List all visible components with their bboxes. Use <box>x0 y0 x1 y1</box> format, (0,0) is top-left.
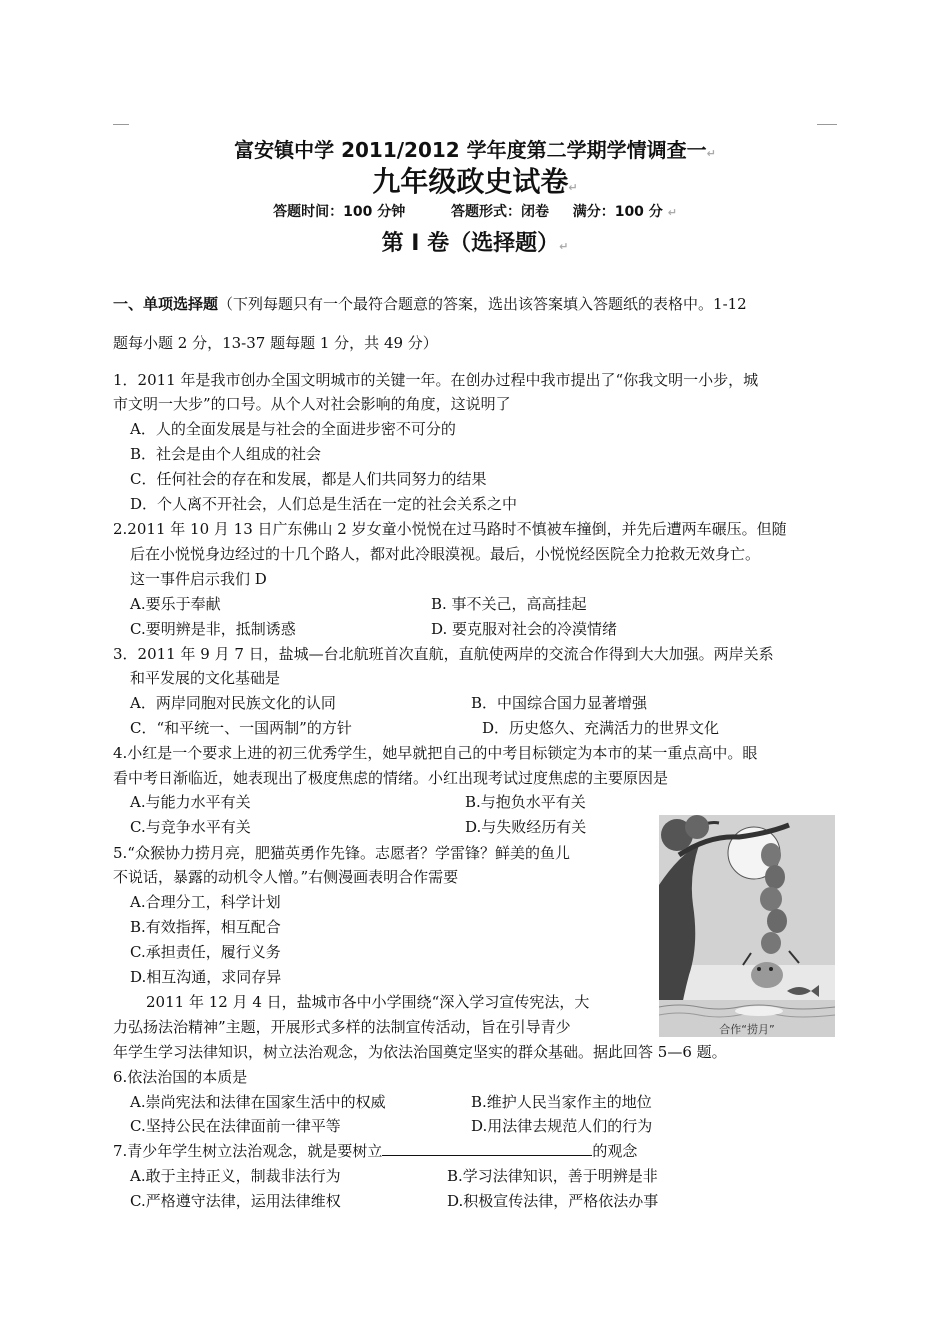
school-title: 富安镇中学 2011/2012 学年度第二学期学情调查一↵ <box>234 138 716 162</box>
q5-option-c: C.承担责任，履行义务 <box>130 943 281 961</box>
q2-stem-line2: 后在小悦悦身边经过的十几个路人，都对此冷眼漠视。最后，小悦悦经医院全力抢救无效身亡。 <box>130 545 761 563</box>
q3-option-b: B．中国综合国力显著增强 <box>471 694 648 712</box>
exam-score: 满分：100 分 <box>572 204 663 220</box>
q6-stem: 6.依法治国的本质是 <box>113 1068 248 1086</box>
q4-option-d: D.与失败经历有关 <box>465 818 587 836</box>
section-instruction: （下列每题只有一个最符合题意的答案，选出该答案填入答题纸的表格中。1-12 <box>218 295 747 313</box>
q2-option-c: C.要明辨是非，抵制诱惑 <box>130 620 296 638</box>
q4-option-a: A.与能力水平有关 <box>130 793 251 811</box>
q5-stem-line2: 不说话，暴露的动机令人憎。”右侧漫画表明合作需要 <box>113 868 459 886</box>
q3-stem-line2: 和平发展的文化基础是 <box>130 669 281 687</box>
q7-option-a: A.敢于主持正义，制裁非法行为 <box>130 1167 341 1185</box>
q1-option-a: A．人的全面发展是与社会的全面进步密不可分的 <box>130 420 456 438</box>
passage-line3: 年学生学习法律知识，树立法治观念，为依法治国奠定坚实的群众基础。据此回答 5—6 题。 <box>113 1043 727 1061</box>
volume-title: 第 I 卷（选择题）↵ <box>381 231 569 256</box>
q2-option-d: D. 要克服对社会的冷漠情绪 <box>431 620 618 638</box>
q7-option-b: B.学习法律知识，善于明辨是非 <box>447 1167 658 1185</box>
q7-option-c: C.严格遵守法律，运用法律维权 <box>130 1192 341 1210</box>
q7-stem-post: 的观念 <box>592 1142 638 1160</box>
cooperation-cartoon-image <box>659 815 835 1037</box>
q6-option-b: B.维护人民当家作主的地位 <box>471 1093 652 1111</box>
exam-info: 答题时间：100 分钟 答题形式：闭卷 满分：100 分 ↵ <box>0 201 950 221</box>
q7-option-d: D.积极宣传法律，严格依法办事 <box>447 1192 659 1210</box>
q6-option-c: C.坚持公民在法律面前一律平等 <box>130 1117 341 1135</box>
q2-option-a: A.要乐于奉献 <box>130 595 221 613</box>
q5-stem-line1: 5.“众猴协力捞月亮，肥猫英勇作先锋。志愿者？学雷锋？鲜美的鱼儿 <box>113 844 570 862</box>
q3-option-c: C．“和平统一、一国两制”的方针 <box>130 719 352 737</box>
cartoon-caption: 合作“捞月” <box>719 1023 775 1036</box>
page-corner-mark-right <box>817 124 837 125</box>
q5-option-a: A.合理分工，科学计划 <box>130 893 281 911</box>
q1-stem-line2: 市文明一大步”的口号。从个人对社会影响的角度，这说明了 <box>113 395 511 413</box>
section-instruction-cont: 题每小题 2 分，13-37 题每题 1 分，共 49 分） <box>113 334 438 352</box>
q1-option-b: B．社会是由个人组成的社会 <box>130 445 322 463</box>
q5-option-b: B.有效指挥，相互配合 <box>130 918 281 936</box>
q6-option-a: A.崇尚宪法和法律在国家生活中的权威 <box>130 1093 386 1111</box>
q3-option-d: D．历史悠久、充满活力的世界文化 <box>482 719 720 737</box>
q4-stem-line2: 看中考日渐临近，她表现出了极度焦虑的情绪。小红出现考试过度焦虑的主要原因是 <box>113 769 669 787</box>
exam-form: 答题形式：闭卷 <box>450 204 549 220</box>
section-heading-line <box>113 293 747 315</box>
section-heading: 一、单项选择题 <box>113 295 219 313</box>
q2-stem-line1: 2.2011 年 10 月 13 日广东佛山 2 岁女童小悦悦在过马路时不慎被车撞倒，并先后遭两车碾压。但随 <box>113 520 787 538</box>
q3-stem-line1: 3．2011 年 9 月 7 日，盐城—台北航班首次直航，直航使两岸的交流合作得到大大加强。两岸关系 <box>113 645 774 663</box>
q4-option-b: B.与抱负水平有关 <box>465 793 586 811</box>
page-corner-mark-left <box>113 124 129 125</box>
q4-stem-line1: 4.小红是一个要求上进的初三优秀学生，她早就把自己的中考目标锁定为本市的某一重点高中。眼 <box>113 744 758 762</box>
q6-option-d: D.用法律去规范人们的行为 <box>471 1117 653 1135</box>
q1-stem-line1: 1．2011 年是我市创办全国文明城市的关键一年。在创办过程中我市提出了“你我文明一小步，城 <box>113 371 759 389</box>
q4-option-c: C.与竞争水平有关 <box>130 818 251 836</box>
q1-option-d: D．个人离不开社会，人们总是生活在一定的社会关系之中 <box>130 495 518 513</box>
q7-stem-pre: 7.青少年学生树立法治观念，就是要树立 <box>113 1142 383 1160</box>
q1-option-c: C．任何社会的存在和发展，都是人们共同努力的结果 <box>130 470 487 488</box>
q7-stem <box>113 1140 637 1162</box>
q2-stem-line3: 这一事件启示我们 D <box>130 570 267 588</box>
q7-answer-blank <box>382 1141 592 1156</box>
exam-title: 九年级政史试卷↵ <box>372 165 578 198</box>
q3-option-a: A．两岸同胞对民族文化的认同 <box>130 694 336 712</box>
exam-time: 答题时间：100 分钟 <box>273 204 406 220</box>
passage-line1: 2011 年 12 月 4 日，盐城市各中小学围绕“深入学习宣传宪法，大 <box>146 993 590 1011</box>
q5-option-d: D.相互沟通，求同存异 <box>130 968 282 986</box>
passage-line2: 力弘扬法治精神”主题，开展形式多样的法制宣传活动，旨在引导青少 <box>113 1018 571 1036</box>
q2-option-b: B. 事不关己，高高挂起 <box>431 595 587 613</box>
